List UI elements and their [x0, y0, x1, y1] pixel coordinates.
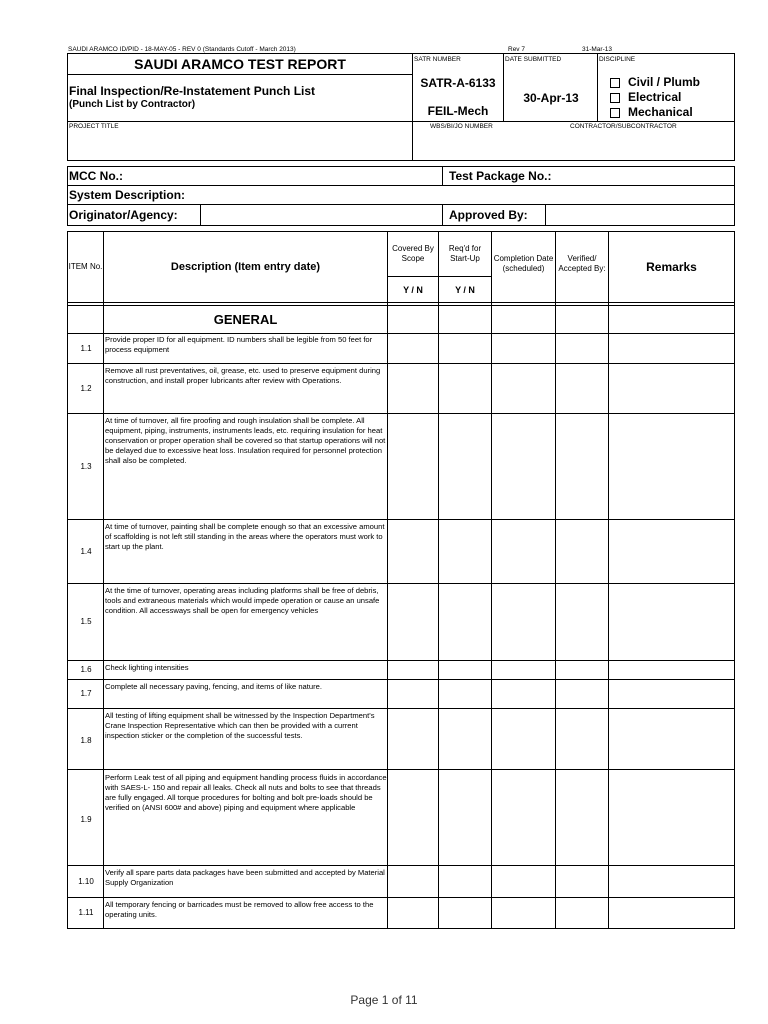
- system-description-label: System Description:: [69, 188, 186, 202]
- item-number: 1.8: [80, 736, 92, 745]
- discipline-civil[interactable]: Civil / Plumb: [610, 75, 700, 90]
- report-title: Final Inspection/Re-Instatement Punch List: [69, 84, 316, 98]
- item-description: Check lighting intensities: [105, 663, 189, 672]
- item-description: At time of turnover, all fire proofing and rough insulation shall be complete. All equipment, piping, instruments, instruments leads, etc. requiring insulation for heat conservation or proper operation shall be covered so that startup operations will not be delayed due to excessive heat loss. Insulation required for personnel protection shall also be completed.: [105, 416, 386, 465]
- checkbox-icon[interactable]: [610, 78, 620, 88]
- satr-number-label: SATR NUMBER: [414, 56, 461, 63]
- item-number: 1.11: [78, 908, 94, 917]
- item-description: Perform Leak test of all piping and equipment handling process fluids in accordance with SAES-L- 150 and repair all leaks. Check all nuts and bolts to see that threads are fully engaged. All torque procedures for bolting and bolt pre-loads should be verified on (ANSI 600# and above) piping and equipment where applicable: [105, 773, 387, 812]
- item-number: 1.2: [80, 384, 92, 393]
- revision: Rev 7: [508, 46, 525, 53]
- discipline-list: [610, 75, 700, 120]
- header-item-no: ITEM No.: [68, 262, 103, 271]
- header-verified-by: Verified/ Accepted By:: [558, 254, 606, 273]
- revision-date: 31-Mar-13: [582, 46, 612, 53]
- header-description: Description (Item entry date): [170, 261, 321, 273]
- satr-number: SATR-A-6133: [420, 76, 496, 90]
- item-description: At the time of turnover, operating areas including platforms shall be free of debris, tools and extraneous materials which would impede operation or cause an unsafe condition. All accessways shall be open for emergency vehicles: [105, 586, 380, 615]
- item-description: Complete all necessary paving, fencing, and items of like nature.: [105, 682, 322, 691]
- header-yn-reqd: Y / N: [455, 284, 475, 295]
- date-submitted-label: DATE SUBMITTED: [505, 56, 562, 63]
- item-number: 1.10: [78, 877, 94, 886]
- org-title: SAUDI ARAMCO TEST REPORT: [134, 56, 346, 72]
- mcc-label: MCC No.:: [69, 169, 123, 183]
- item-number: 1.1: [80, 344, 92, 353]
- item-number: 1.5: [80, 617, 92, 626]
- header-reqd-for-startup: Req'd for Start-Up: [448, 244, 482, 263]
- date-submitted: 30-Apr-13: [523, 91, 579, 105]
- wbs-label: WBS/BI/JO NUMBER: [430, 123, 493, 130]
- item-description: All testing of lifting equipment shall be witnessed by the Inspection Department's Crane Inspection Representative which can then be provided with a current inspection sticker or the completion of the successful tests.: [105, 711, 375, 740]
- originator-field[interactable]: [201, 205, 442, 225]
- discipline-mechanical[interactable]: Mechanical: [610, 105, 700, 120]
- test-package-label: Test Package No.:: [449, 169, 552, 183]
- section-title: GENERAL: [213, 312, 278, 327]
- item-number: 1.3: [80, 462, 92, 471]
- discipline-electrical[interactable]: Electrical: [610, 90, 700, 105]
- header-completion-date: Completion Date (scheduled): [493, 254, 554, 273]
- item-description: Verify all spare parts data packages have been submitted and accepted by Material Supply Organization: [105, 868, 385, 887]
- checkbox-icon[interactable]: [610, 108, 620, 118]
- item-description: All temporary fencing or barricades must be removed to allow free access to the operating units.: [105, 900, 374, 919]
- originator-label: Originator/Agency:: [69, 208, 178, 222]
- page-number: Page 1 of 11: [350, 993, 418, 1007]
- item-number: 1.6: [80, 665, 92, 674]
- satr-sub: FEIL-Mech: [427, 104, 489, 118]
- contractor-label: CONTRACTOR/SUBCONTRACTOR: [570, 123, 677, 130]
- item-description: At time of turnover, painting shall be complete enough so that an excessive amount of scaffolding is not left still standing in the areas where the operators must work to start up the plant.: [105, 522, 385, 551]
- approved-by-label: Approved By:: [449, 208, 528, 222]
- item-description: Provide proper ID for all equipment. ID numbers shall be legible from 50 feet for process equipment: [105, 335, 373, 354]
- approved-by-field[interactable]: [546, 205, 734, 225]
- header-remarks: Remarks: [646, 260, 697, 274]
- item-number: 1.4: [80, 547, 92, 556]
- item-number: 1.9: [80, 815, 92, 824]
- report-subtitle: (Punch List by Contractor): [69, 99, 196, 110]
- checkbox-icon[interactable]: [610, 93, 620, 103]
- item-description: Remove all rust preventatives, oil, grease, etc. used to preserve equipment during construction, and install proper lubricants after review with Operations.: [105, 366, 381, 385]
- header-yn-covered: Y / N: [403, 284, 423, 295]
- header-covered-by-scope: Covered By Scope: [392, 244, 434, 263]
- doc-reference: SAUDI ARAMCO ID/PID - 18-MAY-05 - REV 0 (Standards Cutoff - March 2013): [68, 46, 296, 53]
- discipline-label: DISCIPLINE: [599, 56, 636, 63]
- item-number: 1.7: [80, 689, 92, 698]
- project-title-label: PROJECT TITLE: [69, 123, 119, 130]
